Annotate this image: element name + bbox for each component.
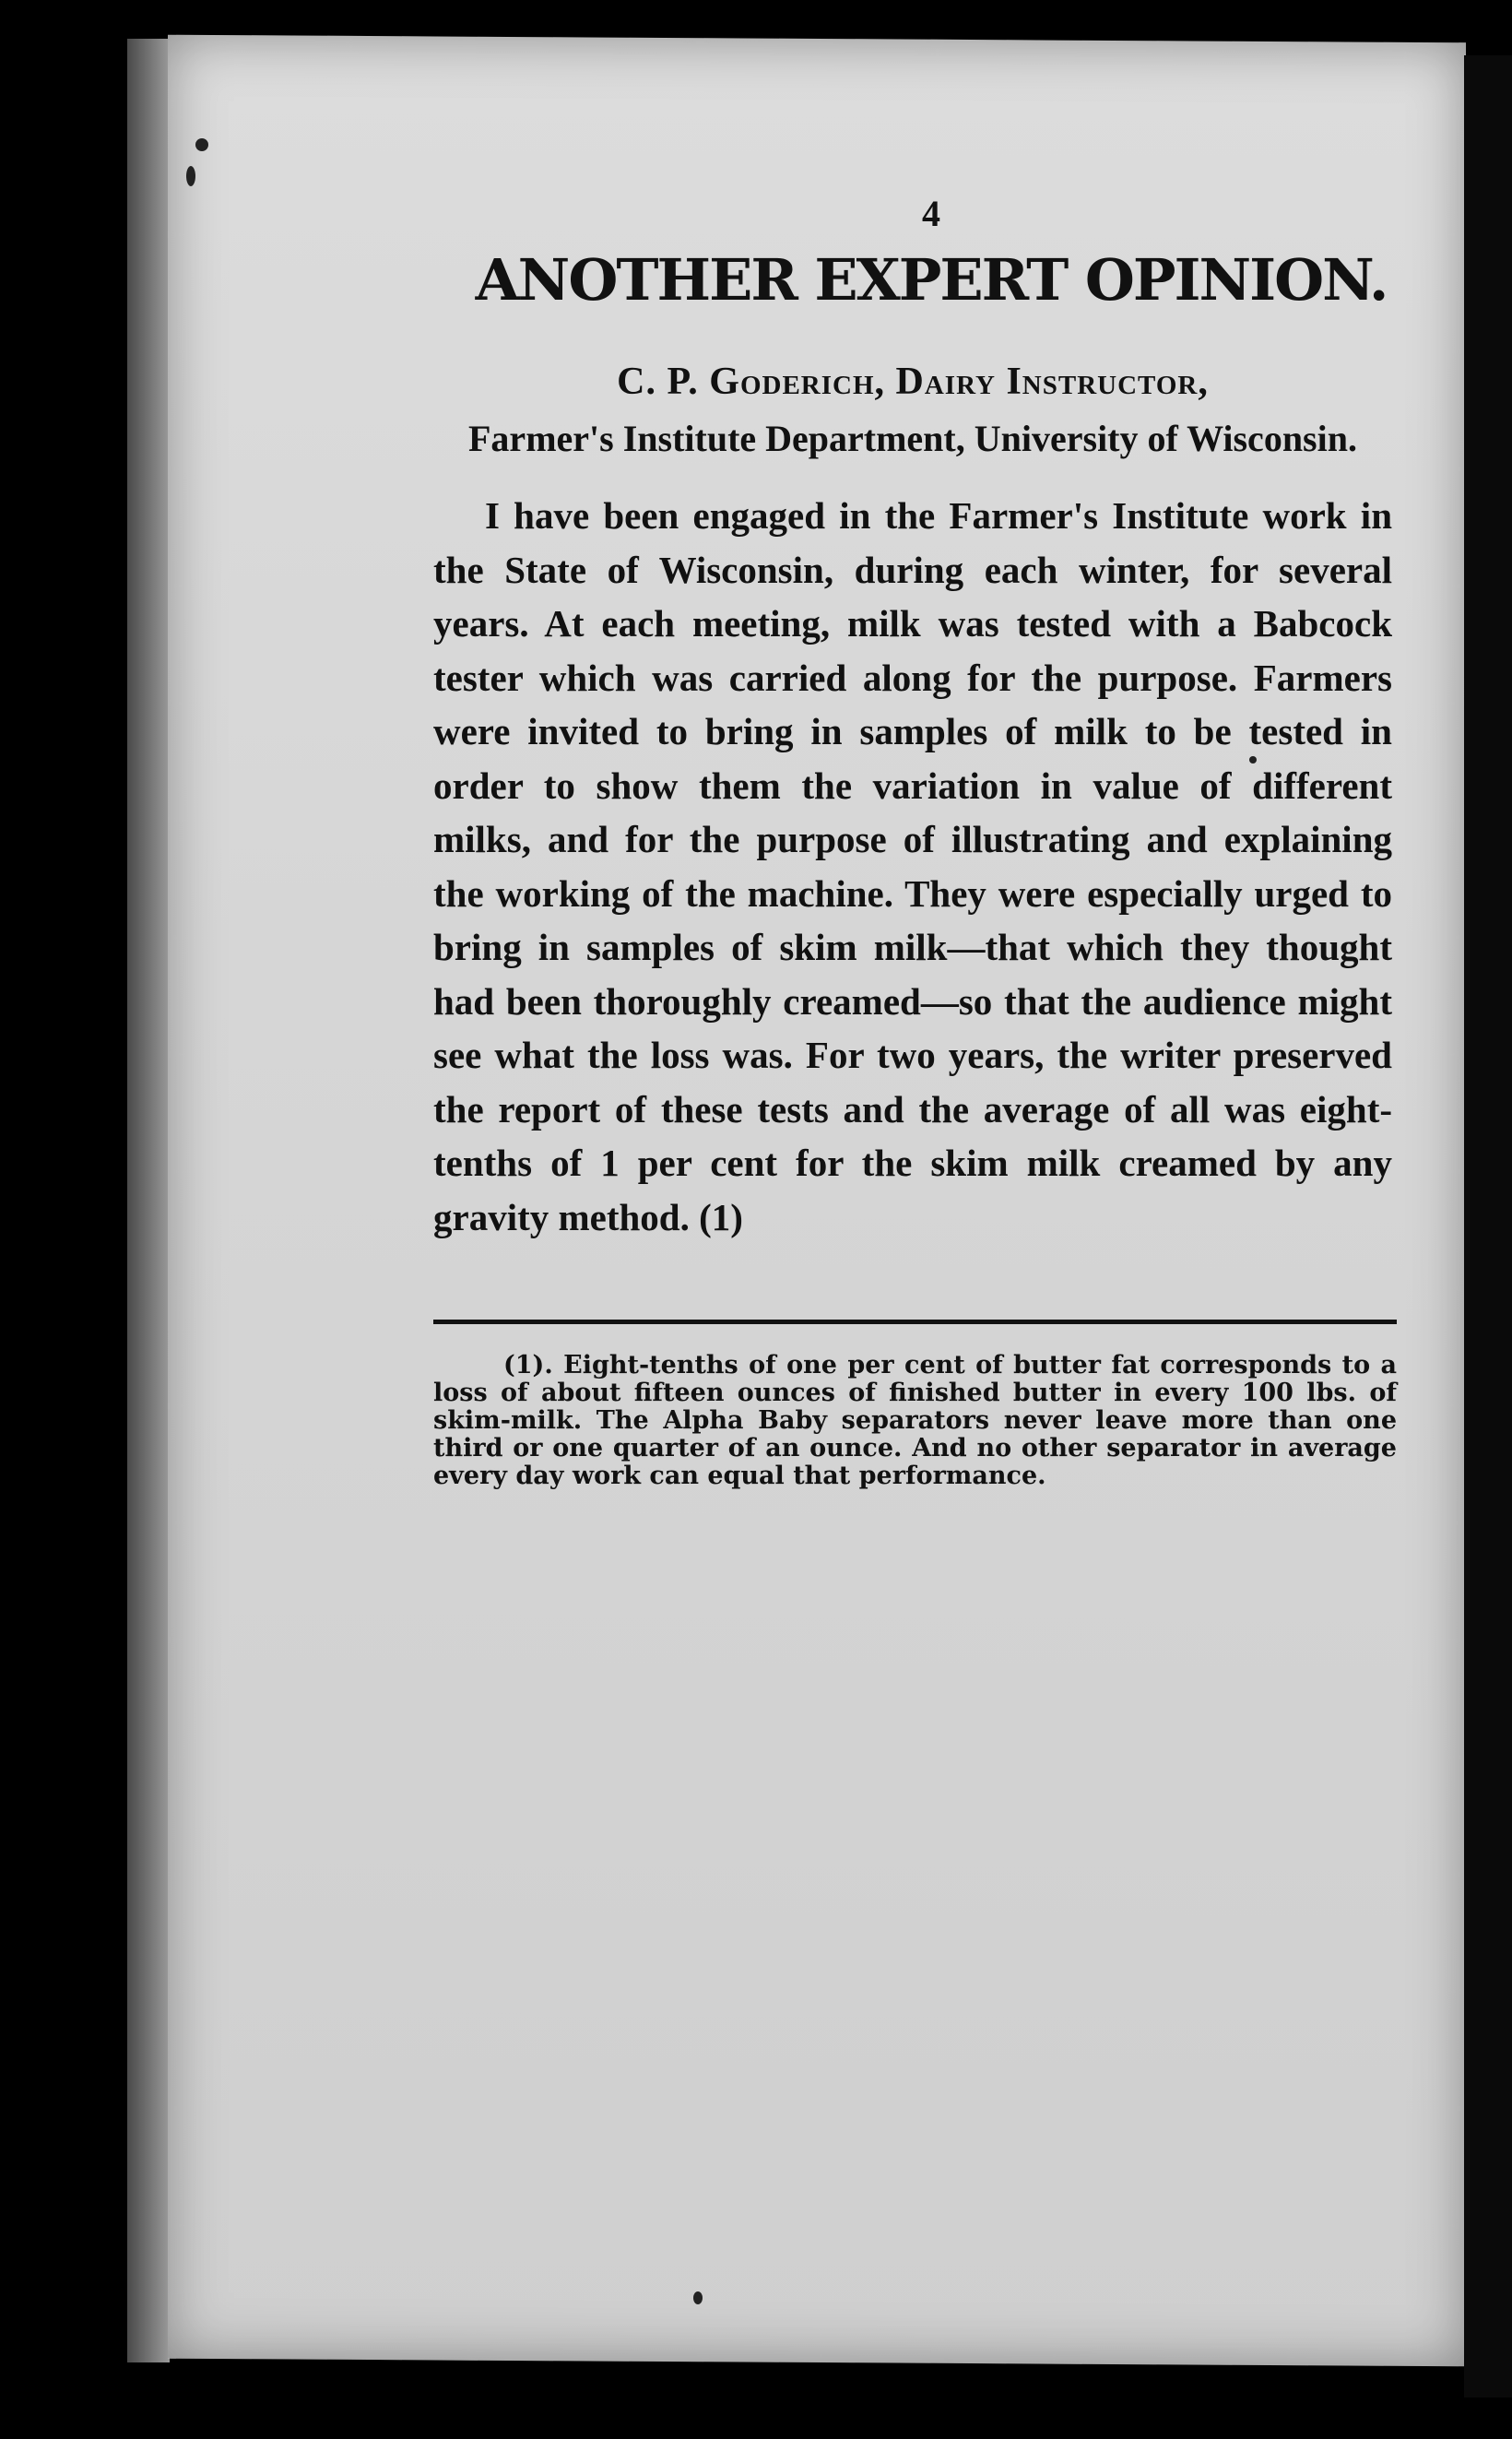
scan-speck [186,166,195,186]
page-title: ANOTHER EXPERT OPINION. [475,246,1388,314]
scan-speck [195,138,208,151]
page-right-edge [1464,55,1512,2398]
footnote: (1). Eight-tenths of one per cent of butter fat corresponds to a loss of about fifteen ounces of finished butter in every 100 lbs. of skim-milk. The Alpha Baby separators never leave more than one third or one quarter of an ounce. And no other separator in average every day work can equal that performance. [433,1351,1397,1490]
author-affiliation: Farmer's Institute Department, University of Wisconsin. [468,418,1357,459]
page-number: 4 [922,193,940,234]
page-binding-edge [127,39,170,2362]
body-paragraph: I have been engaged in the Farmer's Institute work in the State of Wisconsin, during each winter, for several years. At each meeting, milk was tested with a Babcock tester which was carried along for the purpose. Farmers were invited to bring in samples of milk to be tested in order to show them the variation in value of different milks, and for the purpose of illustrating and explaining the working of the machine. They were especially urged to bring in samples of skim milk—that which they thought had been thoroughly creamed—so that the audience might see what the loss was. For two years, the writer preserved the report of these tests and the average of all was eight-tenths of 1 per cent for the skim milk creamed by any gravity method. (1) [433,494,1392,1238]
footnote-divider [433,1320,1397,1324]
page-content [433,184,1397,1490]
author-line: C. P. Goderich, Dairy Instructor, [617,361,1209,403]
scan-speck [693,2291,703,2304]
